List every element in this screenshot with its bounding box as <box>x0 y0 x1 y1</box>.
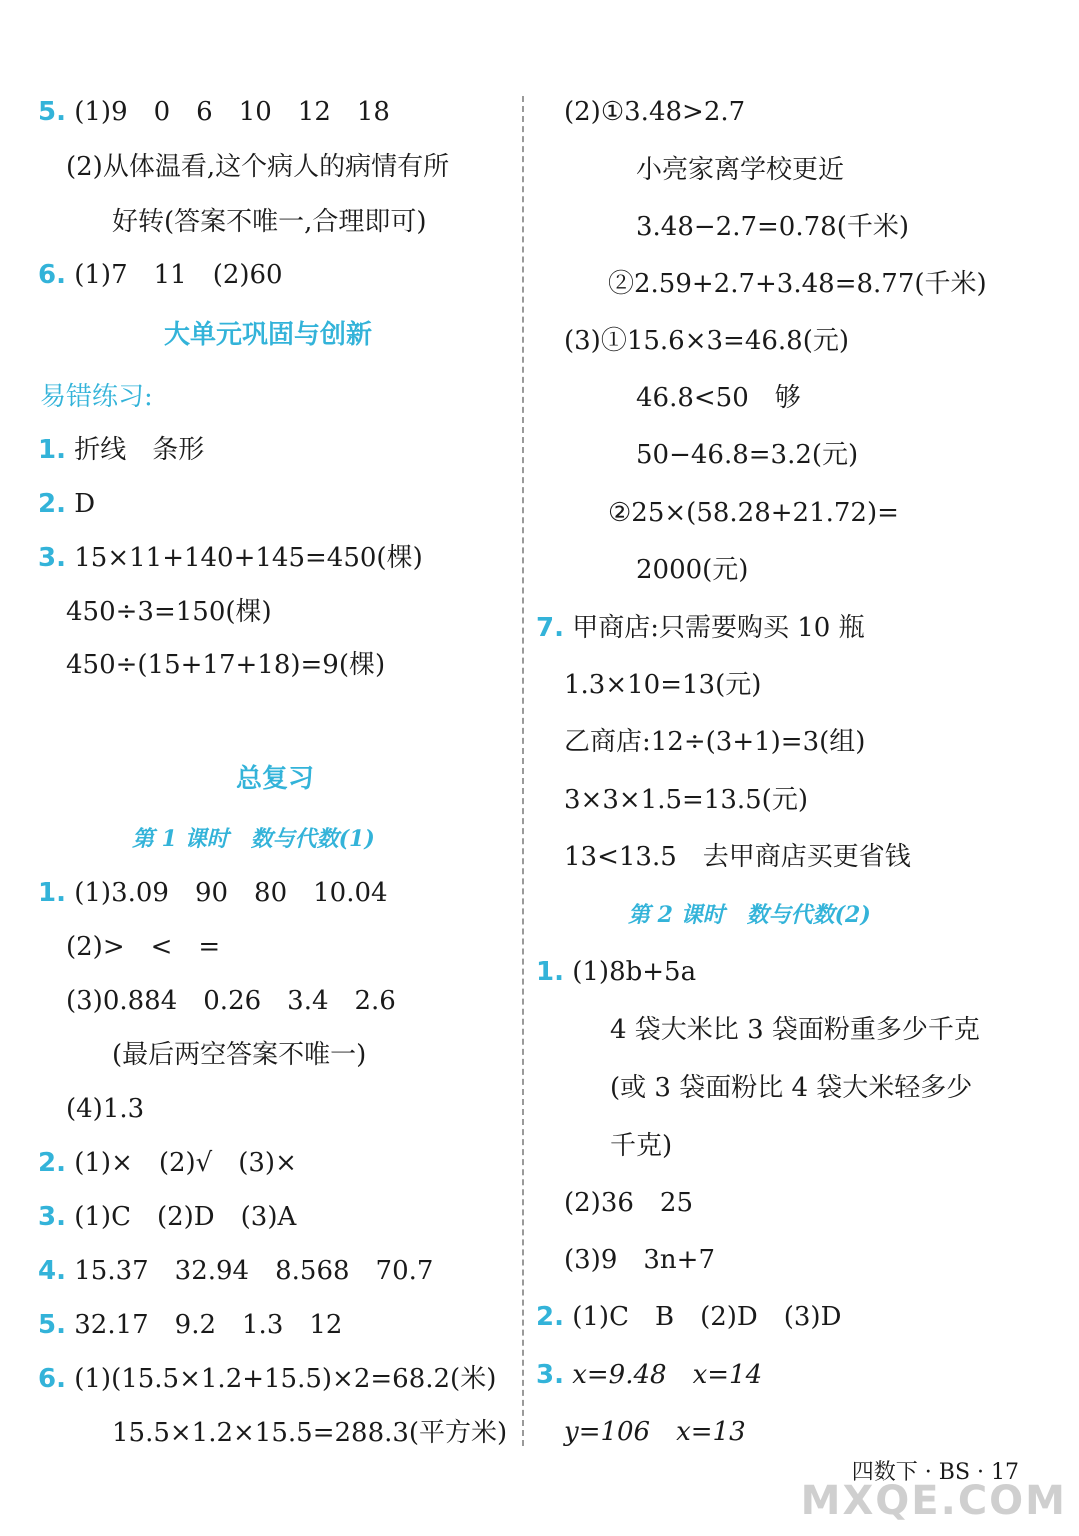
review-1-note: (最后两空答案不唯一) <box>112 1040 367 1070</box>
review-2: 2. (1)× (2)√ (3)× <box>38 1148 297 1178</box>
review-6-line2: 15.5×1.2×15.5=288.3(平方米) <box>112 1418 508 1448</box>
answer-6-part2: (2)①3.48>2.7 <box>564 97 746 127</box>
answer-6-part3-change: 50−46.8=3.2(元) <box>636 440 859 470</box>
review-1: 1. (1)3.09 90 80 10.04 <box>38 878 388 908</box>
watermark-logo: MXQE.COM <box>800 1478 1067 1524</box>
review-1-part2: (2)> < = <box>66 932 221 962</box>
page-footer: 四数下 · BS · 17 <box>851 1460 1019 1485</box>
answer-6-part3: (3)①15.6×3=46.8(元) <box>564 326 850 356</box>
answer-7-line4: 3×3×1.5=13.5(元) <box>564 785 808 815</box>
easy-3-line3: 450÷(15+17+18)=9(棵) <box>66 650 386 680</box>
lesson2-answer-3-line2: y=106 x=13 <box>564 1417 746 1447</box>
review-4: 4. 15.37 32.94 8.568 70.7 <box>38 1256 434 1286</box>
answer-6: 6. (1)7 11 (2)60 <box>38 260 283 290</box>
lesson2-answer-1-line3: (或 3 袋面粉比 4 袋大米轻多少 <box>610 1073 973 1103</box>
section-title-unit: 大单元巩固与创新 <box>164 320 373 350</box>
review-1-part4: (4)1.3 <box>66 1094 145 1124</box>
easy-3-line2: 450÷3=150(棵) <box>66 597 272 627</box>
lesson2-answer-1-line4: 千克) <box>610 1131 673 1161</box>
answer-7-line2: 1.3×10=13(元) <box>564 670 762 700</box>
lesson2-answer-1: 1. (1)8b+5a <box>536 957 697 987</box>
lesson2-answer-1-line2: 4 袋大米比 3 袋面粉重多少千克 <box>610 1015 980 1045</box>
answer-5-part2: (2)从体温看,这个病人的病情有所 <box>66 152 450 182</box>
answer-6-part3-result: 2000(元) <box>636 555 749 585</box>
review-1-part3: (3)0.884 0.26 3.4 2.6 <box>66 986 396 1016</box>
section-title-review: 总复习 <box>236 764 315 794</box>
easy-mistake-label: 易错练习: <box>40 382 153 412</box>
lesson2-answer-2: 2. (1)C B (2)D (3)D <box>536 1302 842 1332</box>
answer-6-part2-conclusion: 小亮家离学校更近 <box>636 155 845 185</box>
answer-5-part2-cont: 好转(答案不唯一,合理即可) <box>112 207 427 237</box>
review-3: 3. (1)C (2)D (3)A <box>38 1202 297 1232</box>
easy-1: 1. 折线 条形 <box>38 435 205 465</box>
answer-7-line5: 13<13.5 去甲商店买更省钱 <box>564 842 911 872</box>
lesson-1-title: 第 1 课时 数与代数(1) <box>132 826 375 852</box>
lesson2-answer-1-part2: (2)36 25 <box>564 1188 693 1218</box>
answer-7: 7. 甲商店:只需要购买 10 瓶 <box>536 613 865 643</box>
answer-6-part2-calc: 3.48−2.7=0.78(千米) <box>636 212 909 242</box>
lesson-2-title: 第 2 课时 数与代数(2) <box>628 902 871 928</box>
easy-3: 3. 15×11+140+145=450(棵) <box>38 543 423 573</box>
answer-6-part3-compare: 46.8<50 够 <box>636 383 801 413</box>
answer-5: 5. (1)9 0 6 10 12 18 <box>38 97 390 127</box>
lesson2-answer-3: 3. x=9.48 x=14 <box>536 1360 763 1390</box>
easy-2: 2. D <box>38 489 96 519</box>
lesson2-answer-1-part3: (3)9 3n+7 <box>564 1245 715 1275</box>
answer-6-part3-sub2: ②25×(58.28+21.72)= <box>608 498 899 528</box>
answer-6-part2-sub2: ②2.59+2.7+3.48=8.77(千米) <box>608 269 987 299</box>
review-5: 5. 32.17 9.2 1.3 12 <box>38 1310 343 1340</box>
answer-7-line3: 乙商店:12÷(3+1)=3(组) <box>564 727 866 757</box>
column-divider <box>522 96 524 1446</box>
review-6: 6. (1)(15.5×1.2+15.5)×2=68.2(米) <box>38 1364 497 1394</box>
